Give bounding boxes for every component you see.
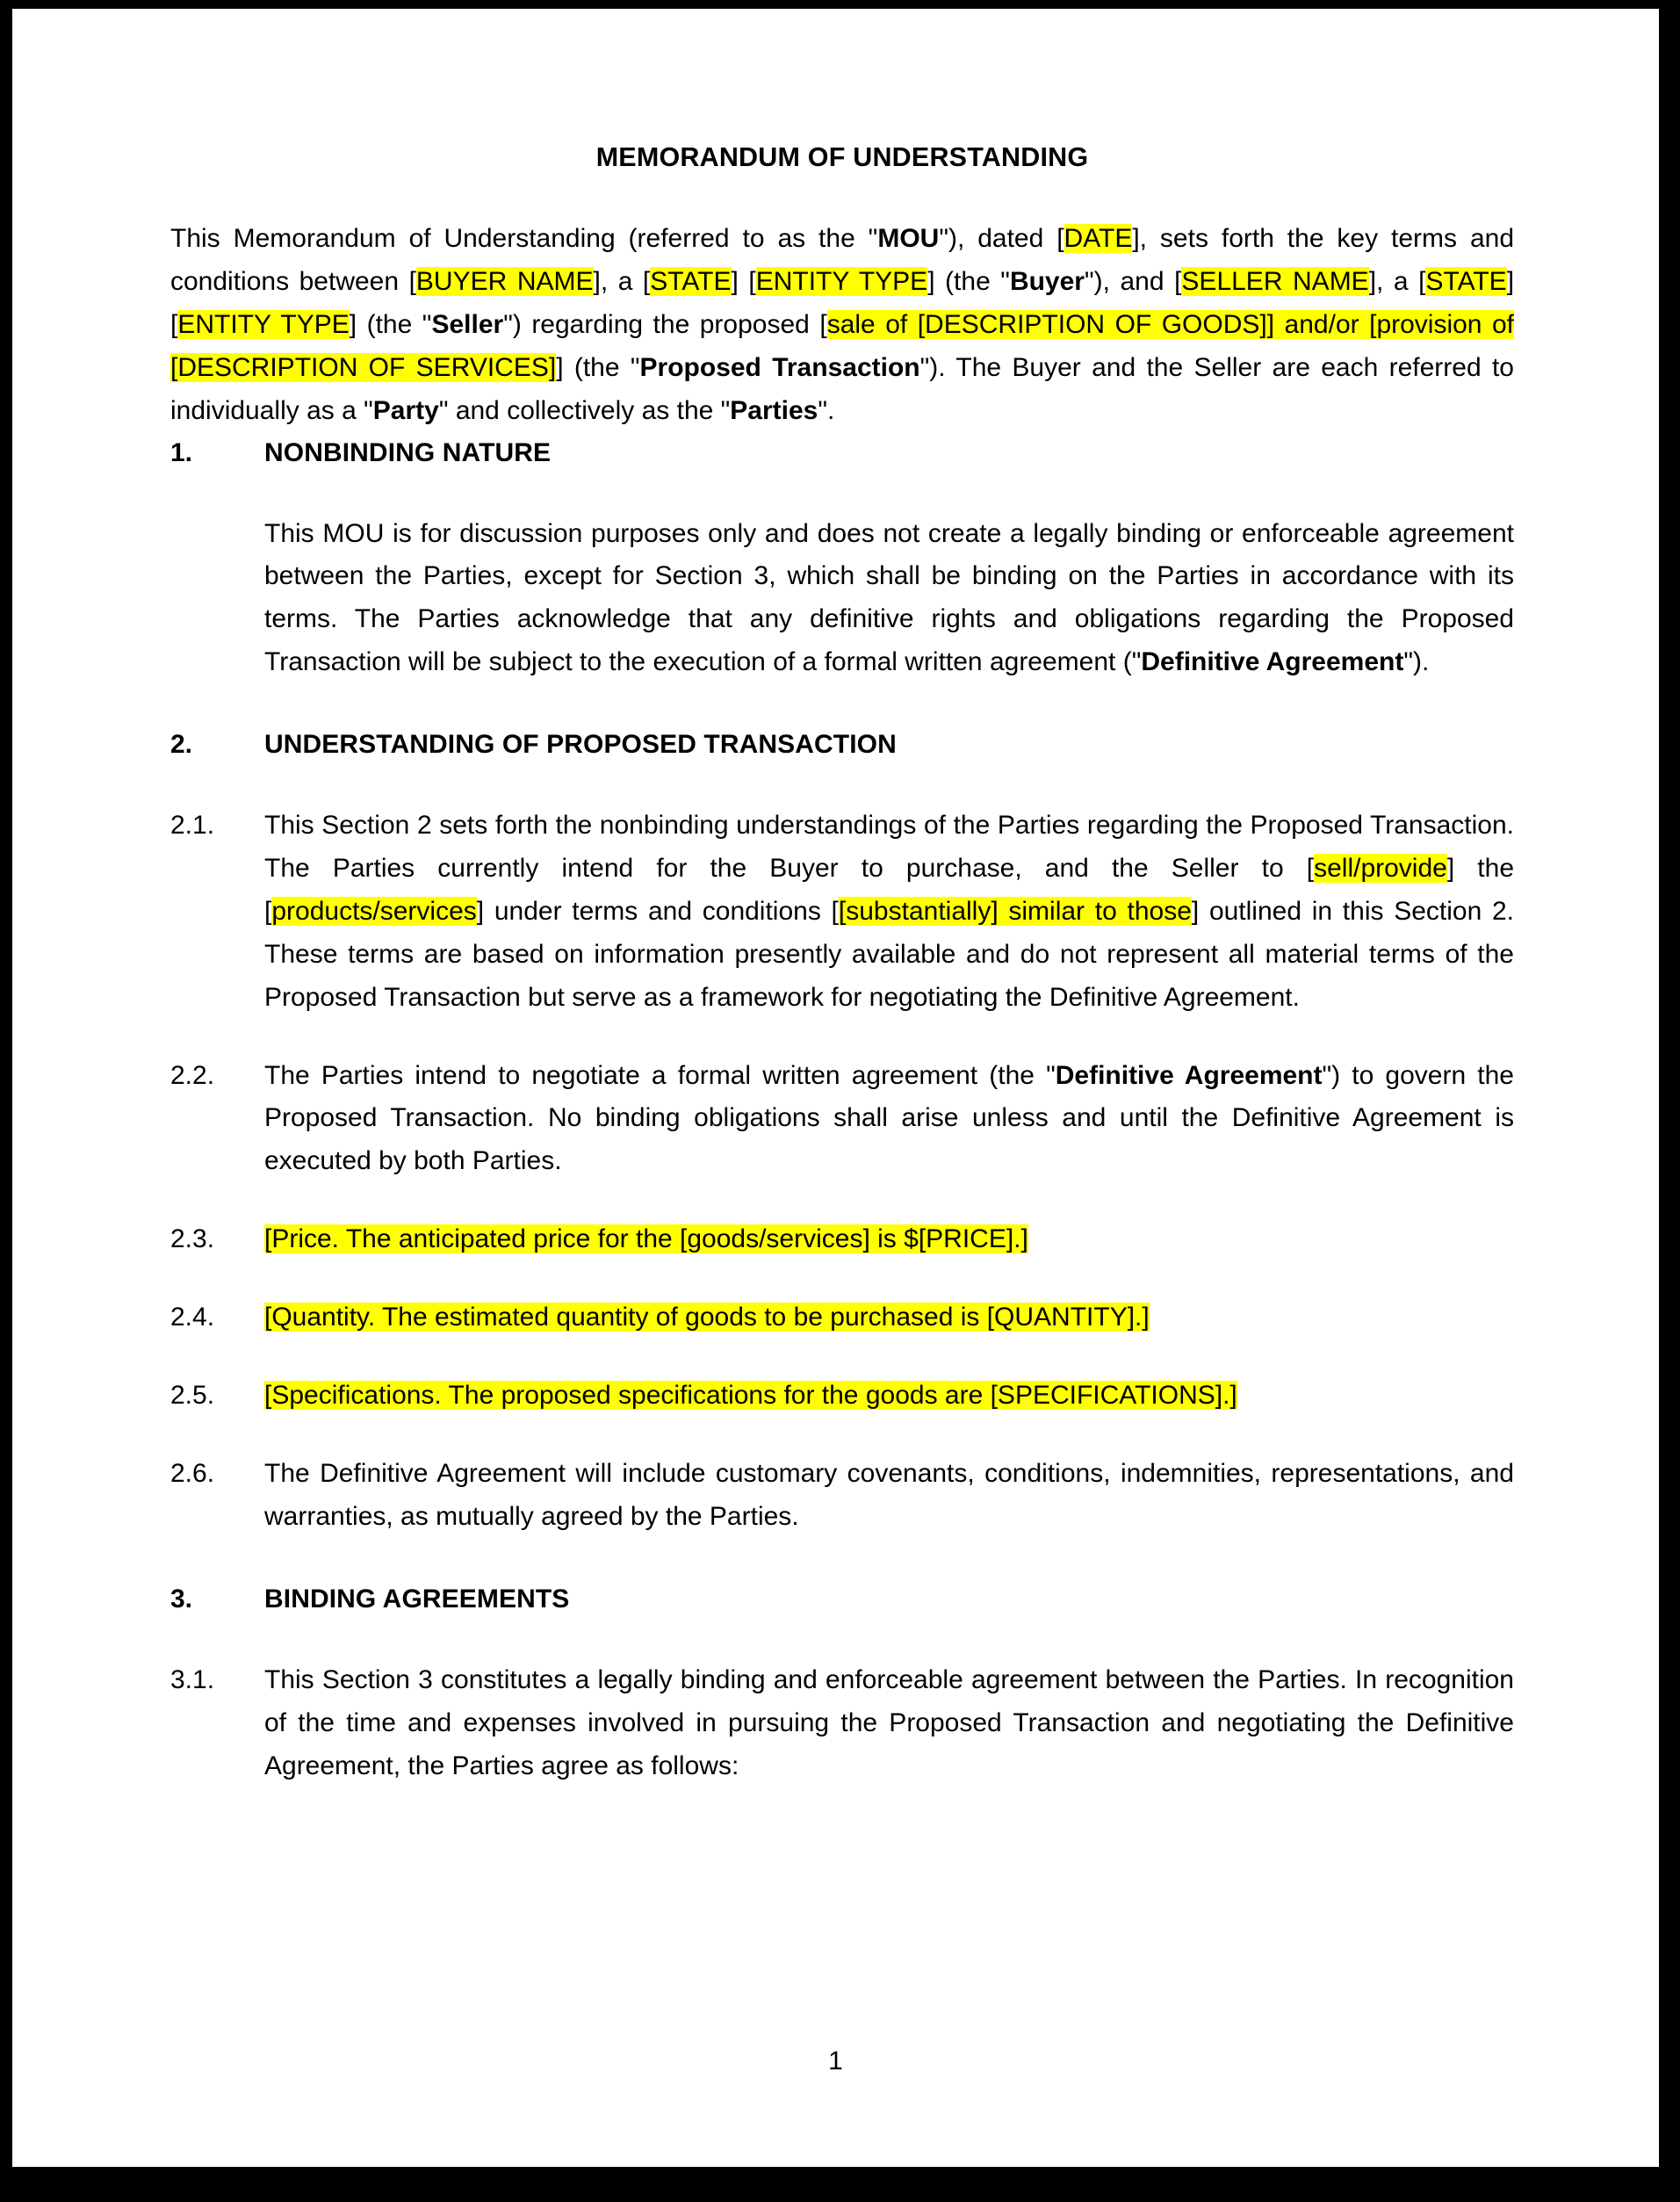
- clause-2-2-b: ") to govern the Proposed Transaction. No binding obligations shall arise unless and until the Definitive Agreement is executed by both Parties.: [264, 1060, 1514, 1176]
- clause-text-2-5: [264, 1375, 1514, 1418]
- intro-text-o: ".: [818, 395, 835, 425]
- clause-text-2-1: [264, 805, 1514, 1019]
- term-definitive-agreement-1: Definitive Agreement: [1141, 647, 1404, 677]
- intro-text-h: ], a [: [1368, 267, 1426, 297]
- term-definitive-agreement-2: Definitive Agreement: [1055, 1060, 1323, 1090]
- page-content: [170, 141, 1514, 1787]
- intro-text-n: " and collectively as the ": [438, 395, 731, 425]
- placeholder-substantially-similar: [substantially] similar to those: [838, 896, 1192, 926]
- clause-2-2-a: The Parties intend to negotiate a formal written agreement (the ": [264, 1060, 1056, 1090]
- clause-2-1-a: This Section 2 sets forth the nonbinding understandings of the Parties regarding the Proposed Transaction. The Parties currently intend for the Buyer to purchase, and the Seller to [: [264, 811, 1514, 884]
- page-title: MEMORANDUM OF UNDERSTANDING: [595, 142, 1089, 172]
- clause-number-2-2: 2.2.: [170, 1060, 215, 1090]
- clause-number-2-4: 2.4.: [170, 1303, 215, 1332]
- document-page: [12, 9, 1659, 2167]
- placeholder-sell-provide: sell/provide: [1314, 854, 1447, 884]
- spacer: [170, 764, 1514, 805]
- intro-text-k: ") regarding the proposed [: [503, 309, 827, 339]
- clause-number-2-3: 2.3.: [170, 1224, 215, 1254]
- term-buyer: Buyer: [1009, 267, 1085, 297]
- spacer: [170, 1619, 1514, 1659]
- placeholder-entity-type-1: ENTITY TYPE: [755, 267, 928, 297]
- clause-number-2-6: 2.6.: [170, 1458, 215, 1488]
- section-1-text-b: ").: [1403, 647, 1430, 677]
- placeholder-price-clause: [Price. The anticipated price for the [goods/services] is $[PRICE].]: [264, 1224, 1028, 1254]
- section-title-1: NONBINDING NATURE: [264, 437, 552, 467]
- spacer: [170, 1418, 1514, 1453]
- spacer: [170, 1539, 1514, 1579]
- spacer: [170, 684, 1514, 725]
- term-party: Party: [372, 395, 439, 425]
- placeholder-buyer-name: BUYER NAME: [415, 267, 594, 297]
- spacer: [170, 473, 1514, 513]
- intro-text-g: "), and [: [1084, 267, 1182, 297]
- term-proposed-transaction: Proposed Transaction: [639, 352, 920, 382]
- placeholder-quantity-clause: [Quantity. The estimated quantity of goods to be purchased is [QUANTITY].]: [264, 1303, 1150, 1332]
- placeholder-entity-type-2: ENTITY TYPE: [177, 309, 350, 339]
- intro-text-f: ] (the ": [927, 267, 1010, 297]
- intro-text-b: "), dated [: [939, 224, 1064, 254]
- clause-3-1: [170, 1659, 1514, 1788]
- term-mou: MOU: [877, 224, 940, 254]
- spacer: [170, 1020, 1514, 1055]
- clause-text-2-2: [264, 1055, 1514, 1184]
- placeholder-products-services: products/services: [271, 896, 477, 926]
- clause-number-2-1: 2.1.: [170, 811, 215, 841]
- intro-text-l: ] (the ": [556, 352, 640, 382]
- clause-2-3: [170, 1218, 1514, 1261]
- placeholder-date: DATE: [1064, 224, 1133, 254]
- section-1-text-a: This MOU is for discussion purposes only and does not create a legally binding or enforceable agreement between the Parties, except for Section 3, which shall be binding on the Parties in accordance with its terms. The Parties acknowledge that any definitive rights and obligations regarding the Proposed Transaction will be subject to the execution of a formal written agreement (": [264, 518, 1514, 677]
- placeholder-specifications-clause: [Specifications. The proposed specifications for the goods are [SPECIFICATIONS].]: [264, 1381, 1237, 1411]
- clause-text-2-3: [264, 1218, 1514, 1261]
- clause-text-2-6: The Definitive Agreement will include customary covenants, conditions, indemnities, representations, and warranties, as mutually agreed by the Parties.: [264, 1458, 1514, 1531]
- intro-text-m: "). The Buyer and the Seller are each referred to individually as a ": [170, 352, 1514, 425]
- term-seller: Seller: [431, 309, 504, 339]
- clause-text-3-1: This Section 3 constitutes a legally binding and enforceable agreement between the Parties. In recognition of the time and expenses involved in pursuing the Proposed Transaction and negotiating the Definitive Agreement, the Parties agree as follows:: [264, 1664, 1514, 1780]
- clause-2-1-c: ] under terms and conditions [: [476, 896, 839, 926]
- spacer: [170, 1261, 1514, 1296]
- clause-number-3-1: 3.1.: [170, 1664, 215, 1694]
- intro-text-j: ] (the ": [349, 309, 432, 339]
- intro-text-e: ] [: [731, 267, 756, 297]
- clause-2-1: [170, 805, 1514, 1019]
- intro-text-i: ] [: [170, 267, 1515, 339]
- section-title-3: BINDING AGREEMENTS: [264, 1584, 570, 1614]
- placeholder-state-1: STATE: [650, 267, 732, 297]
- section-number-1: 1.: [170, 437, 193, 467]
- spacer: [170, 1183, 1514, 1218]
- section-heading-1: [170, 433, 1514, 473]
- section-title-2: UNDERSTANDING OF PROPOSED TRANSACTION: [264, 730, 897, 760]
- clause-number-2-5: 2.5.: [170, 1381, 215, 1411]
- placeholder-goods-services-description: sale of [DESCRIPTION OF GOODS]] and/or [provision of [DESCRIPTION OF SERVICES]: [170, 309, 1515, 382]
- placeholder-seller-name: SELLER NAME: [1181, 267, 1369, 297]
- section-heading-2: [170, 725, 1514, 764]
- term-parties: Parties: [730, 395, 818, 425]
- clause-2-6: [170, 1453, 1514, 1539]
- section-heading-3: [170, 1579, 1514, 1619]
- intro-text-d: ], a [: [593, 267, 651, 297]
- clause-2-5: [170, 1375, 1514, 1418]
- placeholder-state-2: STATE: [1425, 267, 1507, 297]
- clause-2-4: [170, 1296, 1514, 1339]
- clause-2-2: [170, 1055, 1514, 1184]
- intro-text-c: ], sets forth the key terms and conditions between [: [170, 224, 1515, 297]
- section-number-2: 2.: [170, 730, 193, 760]
- intro-text-a: This Memorandum of Understanding (referred to as the ": [170, 224, 878, 254]
- clause-2-1-d: ] outlined in this Section 2. These terms are based on information presently available and do not represent all material terms of the Proposed Transaction but serve as a framework for negotiating the Definitive Agreement.: [264, 896, 1515, 1012]
- section-1-body: [264, 513, 1514, 685]
- clause-2-1-b: ] the [: [264, 854, 1515, 926]
- spacer: [170, 1339, 1514, 1375]
- clause-text-2-4: [264, 1296, 1514, 1339]
- section-number-3: 3.: [170, 1584, 193, 1614]
- page-number: 1: [828, 2047, 843, 2076]
- intro-paragraph: [170, 218, 1514, 432]
